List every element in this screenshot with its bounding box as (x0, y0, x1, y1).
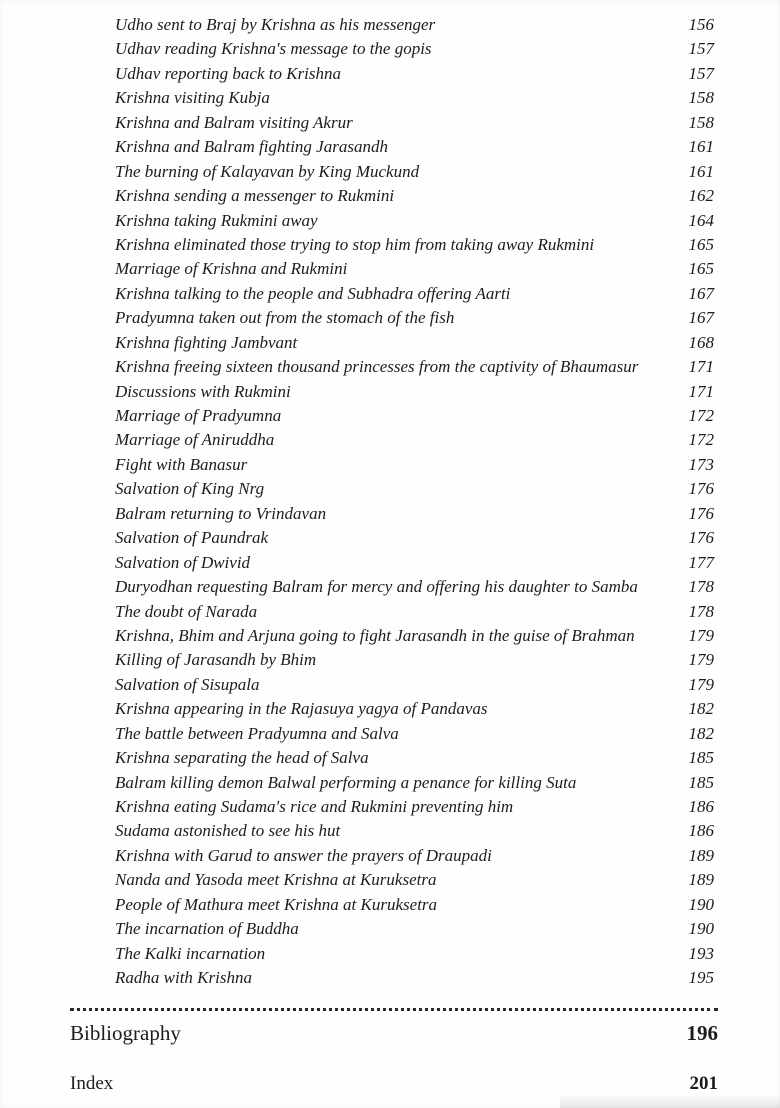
toc-entry-page-number: 195 (688, 968, 714, 988)
toc-entry-page-number: 164 (688, 210, 714, 230)
toc-entry (115, 819, 714, 843)
toc-entry (115, 62, 714, 86)
toc-list (115, 13, 714, 991)
toc-entry-title: Krishna talking to the people and Subhadra offering Aarti (115, 283, 511, 303)
toc-entry-page-number: 168 (688, 332, 714, 352)
toc-entry-page-number: 165 (688, 259, 714, 279)
toc-entry-page-number: 176 (688, 528, 714, 548)
toc-entry (115, 331, 714, 355)
toc-entry-page-number: 176 (688, 503, 714, 523)
toc-entry (115, 160, 714, 184)
toc-entry-page-number: 190 (688, 894, 714, 914)
footer-sections (70, 1016, 718, 1098)
toc-entry (115, 502, 714, 526)
toc-entry-title: Krishna appearing in the Rajasuya yagya of Pandavas (115, 699, 488, 719)
toc-entry-title: Krishna separating the head of Salva (115, 748, 369, 768)
toc-entry-page-number: 179 (688, 674, 714, 694)
toc-entry (115, 648, 714, 672)
toc-entry (115, 600, 714, 624)
footer-section-title: Index (70, 1073, 114, 1094)
toc-entry-title: The incarnation of Buddha (115, 919, 299, 939)
toc-entry-title: Krishna with Garud to answer the prayers of Draupadi (115, 845, 492, 865)
toc-entry-title: Salvation of Sisupala (115, 674, 260, 694)
footer-section-page-number: 201 (689, 1073, 718, 1094)
toc-entry (115, 282, 714, 306)
toc-entry-page-number: 179 (688, 650, 714, 670)
toc-entry-page-number: 190 (688, 919, 714, 939)
toc-entry-title: Krishna and Balram fighting Jarasandh (115, 137, 388, 157)
toc-entry-page-number: 158 (688, 88, 714, 108)
toc-entry-title: Radha with Krishna (115, 968, 252, 988)
toc-entry-page-number: 189 (688, 845, 714, 865)
toc-entry-title: Udho sent to Braj by Krishna as his messenger (115, 15, 436, 34)
toc-entry (115, 575, 714, 599)
toc-entry-title: Balram killing demon Balwal performing a penance for killing Suta (115, 772, 577, 792)
toc-entry-title: Salvation of King Nrg (115, 479, 265, 499)
toc-entry-title: Krishna visiting Kubja (115, 88, 270, 108)
toc-entry-title: Krishna sending a messenger to Rukmini (115, 186, 395, 206)
toc-entry-title: Krishna freeing sixteen thousand princesses from the captivity of Bhaumasur (115, 357, 639, 377)
toc-entry (115, 380, 714, 404)
toc-entry-title: Salvation of Dwivid (115, 552, 251, 572)
toc-entry (115, 257, 714, 281)
toc-entry (115, 37, 714, 61)
toc-entry-page-number: 173 (688, 454, 714, 474)
toc-entry-page-number: 167 (688, 308, 714, 328)
toc-entry (115, 86, 714, 110)
footer-section-index (70, 1070, 718, 1098)
toc-entry (115, 624, 714, 648)
toc-entry-page-number: 172 (688, 406, 714, 425)
toc-entry-title: Marriage of Krishna and Rukmini (115, 259, 348, 279)
toc-entry-page-number: 186 (688, 821, 714, 841)
toc-entry (115, 917, 714, 941)
toc-entry-page-number: 157 (688, 63, 714, 83)
toc-entry-page-number: 182 (688, 699, 714, 719)
toc-entry-page-number: 182 (688, 723, 714, 743)
toc-entry (115, 184, 714, 208)
toc-entry-title: Salvation of Paundrak (115, 528, 268, 548)
toc-entry-page-number: 157 (688, 39, 714, 59)
toc-entry-page-number: 176 (688, 479, 714, 499)
toc-entry (115, 697, 714, 721)
toc-entry-title: The doubt of Narada (115, 601, 258, 621)
toc-entry-title: Nanda and Yasoda meet Krishna at Kuruksetra (115, 870, 437, 890)
toc-entry-title: Krishna and Balram visiting Akrur (115, 112, 353, 132)
toc-entry-title: Balram returning to Vrindavan (115, 503, 327, 523)
toc-entry-title: Fight with Banasur (115, 454, 248, 474)
toc-entry-page-number: 179 (688, 625, 714, 645)
toc-entry (115, 673, 714, 697)
toc-entry (115, 966, 714, 990)
toc-entry-title: Krishna eliminated those trying to stop him from taking away Rukmini (115, 234, 595, 254)
toc-entry-title: The burning of Kalayavan by King Muckund (115, 161, 420, 181)
toc-entry (115, 233, 714, 257)
toc-entry-page-number: 161 (688, 161, 714, 181)
toc-entry (115, 453, 714, 477)
footer-section-bibliography (70, 1018, 718, 1048)
toc-entry-page-number: 167 (688, 283, 714, 303)
toc-entry (115, 209, 714, 233)
toc-entry-title: People of Mathura meet Krishna at Kuruksetra (115, 894, 438, 914)
toc-entry (115, 844, 714, 868)
toc-entry-title: Krishna, Bhim and Arjuna going to fight Jarasandh in the guise of Brahman (115, 625, 635, 645)
toc-entry-title: Duryodhan requesting Balram for mercy and offering his daughter to Samba (115, 577, 638, 597)
toc-entry-page-number: 193 (688, 943, 714, 963)
toc-entry-page-number: 189 (688, 870, 714, 890)
toc-entry (115, 771, 714, 795)
dotted-separator (70, 1008, 718, 1011)
toc-entry-page-number: 171 (688, 381, 714, 401)
toc-entry (115, 355, 714, 379)
toc-entry (115, 893, 714, 917)
toc-entry-title: Pradyumna taken out from the stomach of the fish (115, 308, 455, 328)
toc-entry-page-number: 156 (688, 15, 714, 34)
toc-entry (115, 795, 714, 819)
toc-entry (115, 942, 714, 966)
footer-section-page-number: 196 (686, 1021, 718, 1045)
toc-entry-page-number: 186 (688, 797, 714, 816)
toc-entry (115, 428, 714, 452)
toc-entry-title: Marriage of Pradyumna (115, 406, 282, 425)
toc-entry (115, 551, 714, 575)
toc-entry (115, 746, 714, 770)
toc-entry-title: Killing of Jarasandh by Bhim (115, 650, 317, 670)
toc-entry-page-number: 161 (688, 137, 714, 157)
toc-entry-title: Sudama astonished to see his hut (115, 821, 341, 841)
toc-entry-page-number: 158 (688, 112, 714, 132)
toc-entry (115, 404, 714, 428)
toc-entry (115, 722, 714, 746)
toc-entry-title: Discussions with Rukmini (115, 381, 291, 401)
toc-entry-page-number: 172 (688, 430, 714, 450)
toc-entry-title: Marriage of Aniruddha (115, 430, 275, 450)
toc-entry (115, 526, 714, 550)
toc-entry (115, 111, 714, 135)
toc-entry-page-number: 178 (688, 577, 714, 597)
toc-entry-page-number: 165 (688, 234, 714, 254)
footer-section-title: Bibliography (70, 1021, 181, 1045)
toc-entry-title: Krishna eating Sudama's rice and Rukmini preventing him (115, 797, 514, 816)
toc-entry (115, 306, 714, 330)
toc-entry (115, 477, 714, 501)
toc-entry (115, 868, 714, 892)
toc-entry-page-number: 185 (688, 748, 714, 768)
toc-entry-title: Udhav reporting back to Krishna (115, 63, 342, 83)
toc-entry-title: The Kalki incarnation (115, 943, 266, 963)
toc-entry (115, 13, 714, 37)
toc-entry-page-number: 178 (688, 601, 714, 621)
toc-entry-page-number: 171 (688, 357, 714, 377)
toc-entry-title: Krishna taking Rukmini away (115, 210, 318, 230)
toc-entry-title: The battle between Pradyumna and Salva (115, 723, 399, 743)
toc-entry-page-number: 162 (688, 186, 714, 206)
toc-entry-title: Udhav reading Krishna's message to the gopis (115, 39, 432, 59)
toc-entry-page-number: 185 (688, 772, 714, 792)
toc-entry (115, 135, 714, 159)
toc-entry-title: Krishna fighting Jambvant (115, 332, 298, 352)
toc-entry-page-number: 177 (688, 552, 714, 572)
